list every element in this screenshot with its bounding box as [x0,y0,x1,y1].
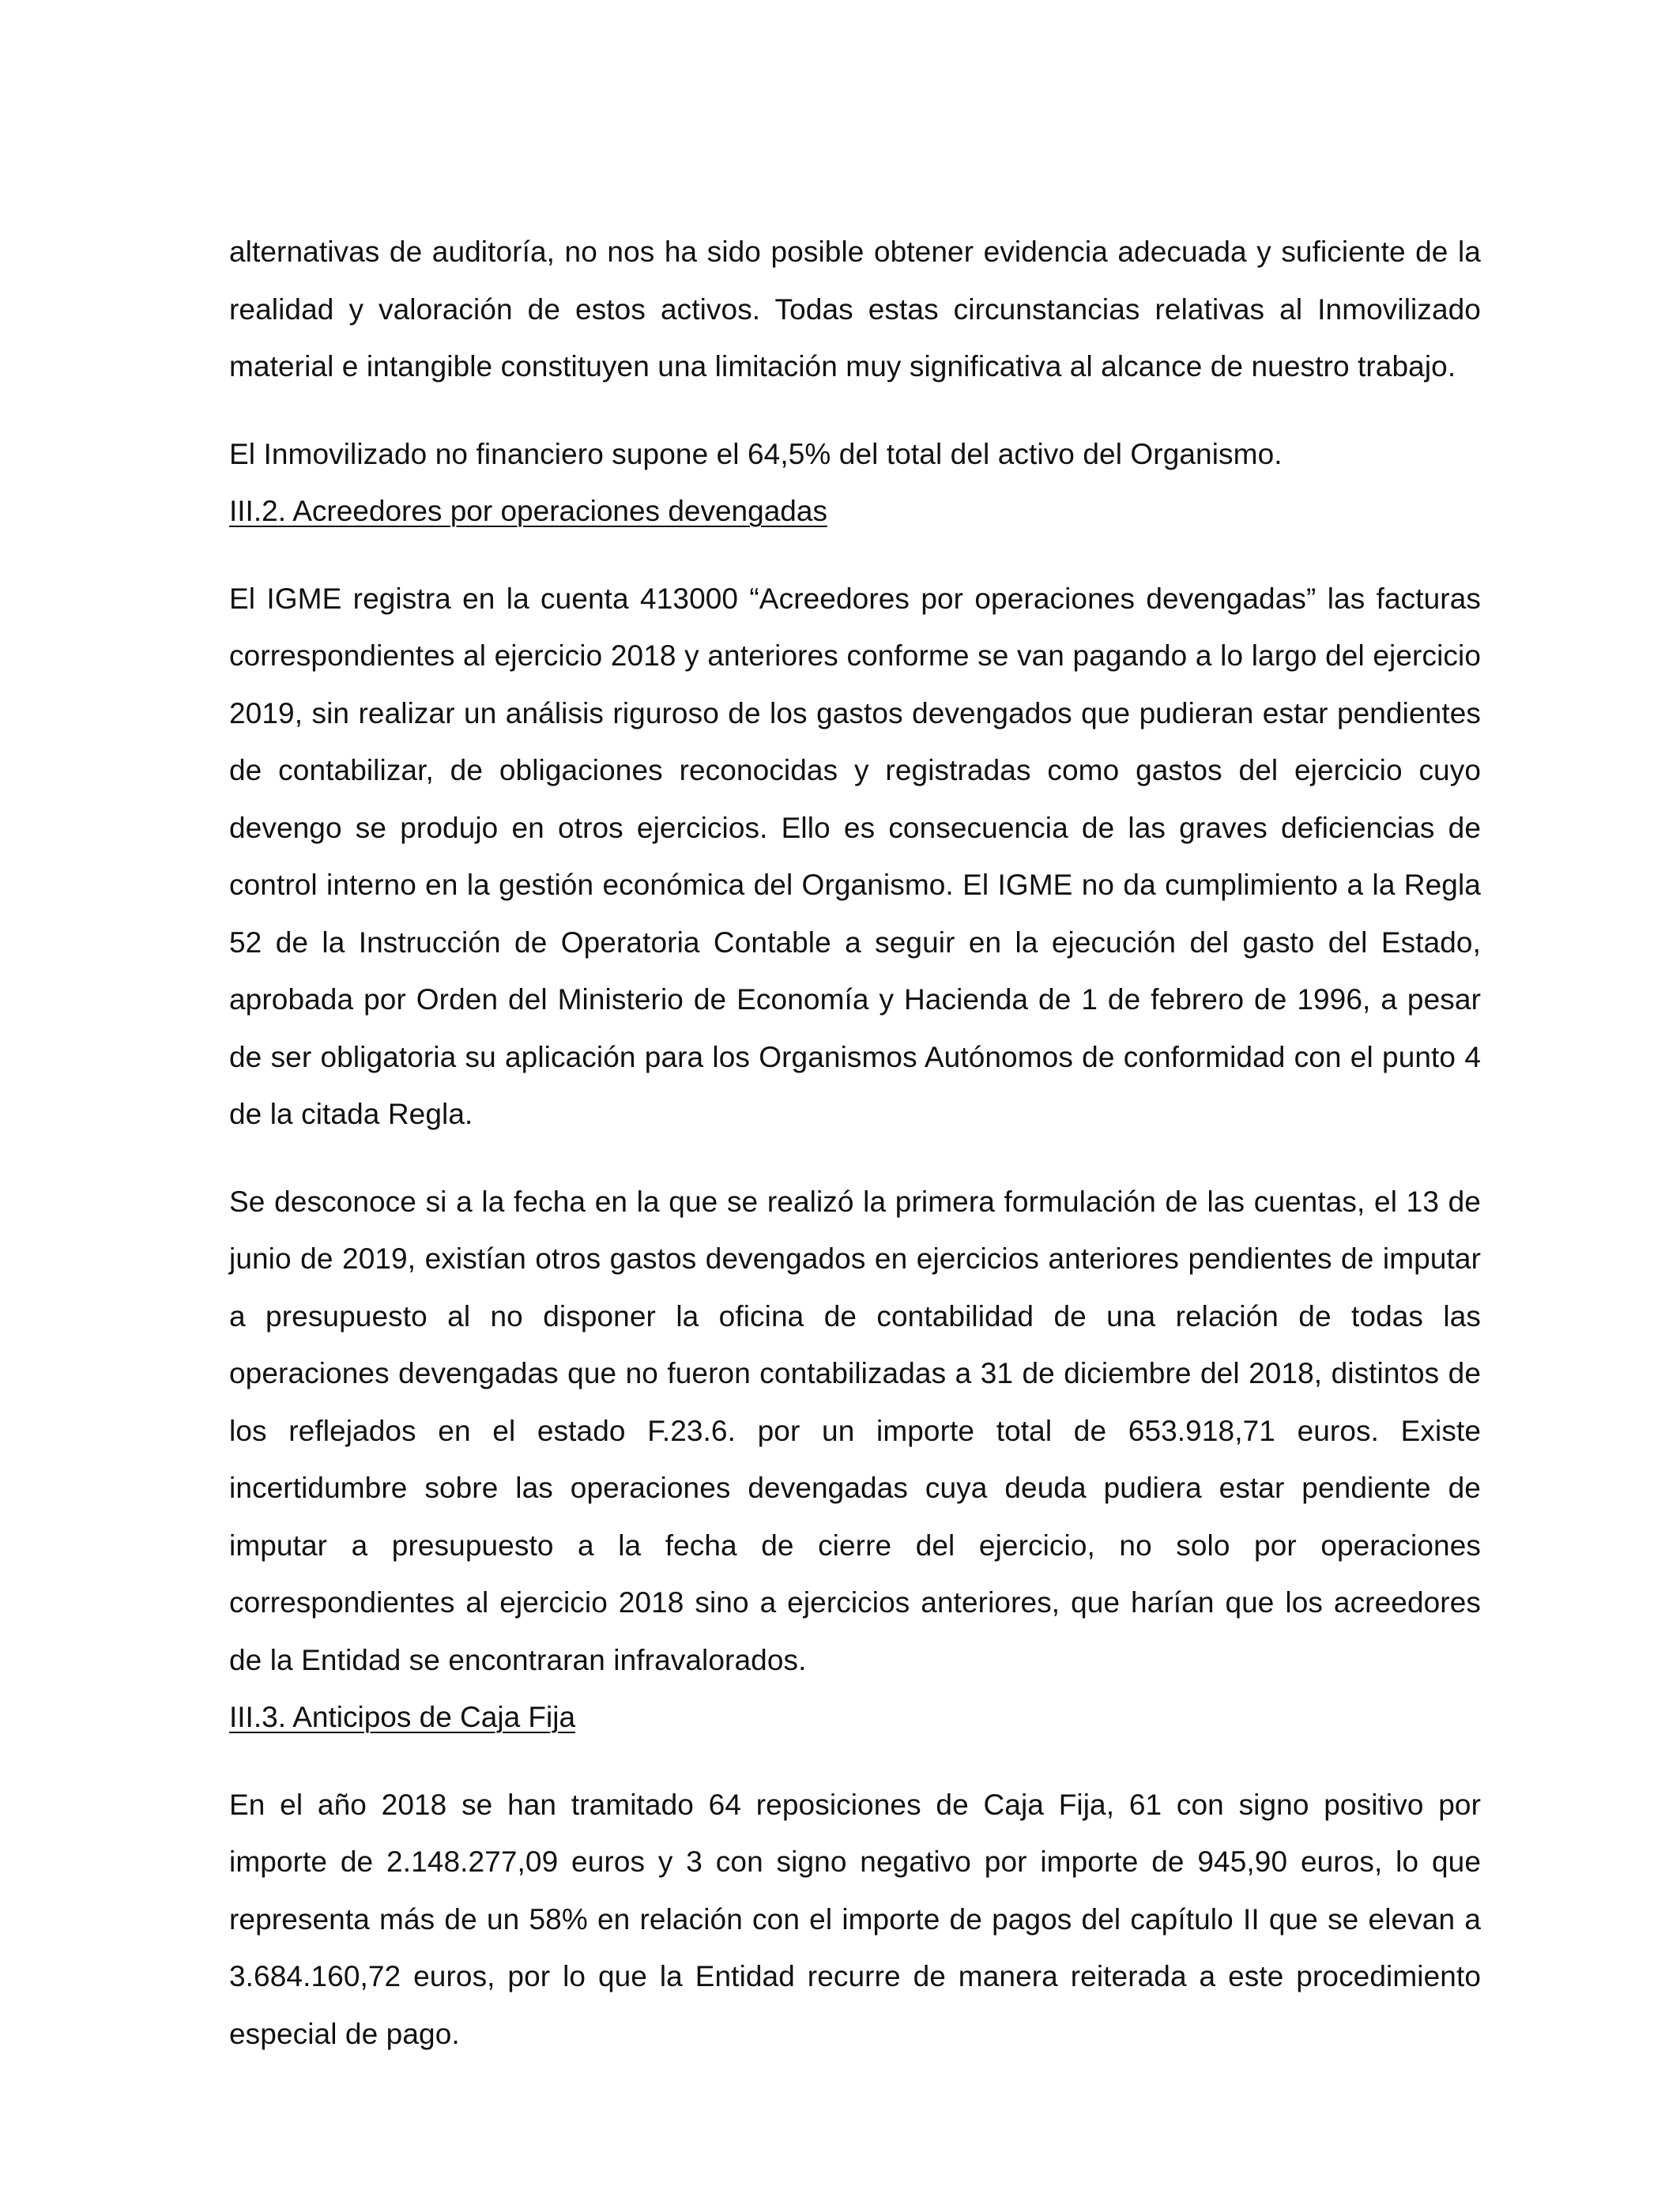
paragraph-audit-alternatives: alternativas de auditoría, no nos ha sido posible obtener evidencia adecuada y suficiente de la realidad y valoración de estos activos. Todas estas circunstancias relativas al Inmovilizado material e intangible constituyen una limitación muy significativa al alcance de nuestro trabajo. [229,236,1481,383]
paragraph-acreedores-incertidumbre: Se desconoce si a la fecha en la que se realizó la primera formulación de las cuentas, el 13 de junio de 2019, existían otros gastos devengados en ejercicios anteriores pendientes de imputar a presupuesto al no disponer la oficina de contabilidad de una relación de todas las operaciones devengadas que no fueron contabilizadas a 31 de diciembre del 2018, distintos de los reflejados en el estado F.23.6. por un importe total de 653.918,71 euros. Existe incertidumbre sobre las operaciones devengadas cuya deuda pudiera estar pendiente de imputar a presupuesto a la fecha de cierre del ejercicio, no solo por operaciones correspondientes al ejercicio 2018 sino a ejercicios anteriores, que harían que los acreedores de la Entidad se encontraran infravalorados. [229,1185,1481,1676]
section-heading-acreedores: III.2. Acreedores por operaciones devengadas [229,495,827,527]
paragraph-acreedores-registro: El IGME registra en la cuenta 413000 “Acreedores por operaciones devengadas” las facturas correspondientes al ejercicio 2018 y anteriores conforme se van pagando a lo largo del ejercicio 2019, sin realizar un análisis riguroso de los gastos devengados que pudieran estar pendientes de contabilizar, de obligaciones reconocidas y registradas como gastos del ejercicio cuyo devengo se produjo en otros ejercicios. Ello es consecuencia de las graves deficiencias de control interno en la gestión económica del Organismo. El IGME no da cumplimiento a la Regla 52 de la Instrucción de Operatoria Contable a seguir en la ejecución del gasto del Estado, aprobada por Orden del Ministerio de Economía y Hacienda de 1 de febrero de 1996, a pesar de ser obligatoria su aplicación para los Organismos Autónomos de conformidad con el punto 4 de la citada Regla. [229,582,1481,1130]
paragraph-inmovilizado-percentage: El Inmovilizado no financiero supone el 64,5% del total del activo del Organismo. [229,437,1283,470]
document-body [229,224,1481,2063]
section-heading-caja-fija: III.3. Anticipos de Caja Fija [229,1701,576,1733]
paragraph-caja-fija: En el año 2018 se han tramitado 64 reposiciones de Caja Fija, 61 con signo positivo por importe de 2.148.277,09 euros y 3 con signo negativo por importe de 945,90 euros, lo que representa más de un 58% en relación con el importe de pagos del capítulo II que se elevan a 3.684.160,72 euros, por lo que la Entidad recurre de manera reiterada a este procedimiento especial de pago. [229,1788,1481,2050]
